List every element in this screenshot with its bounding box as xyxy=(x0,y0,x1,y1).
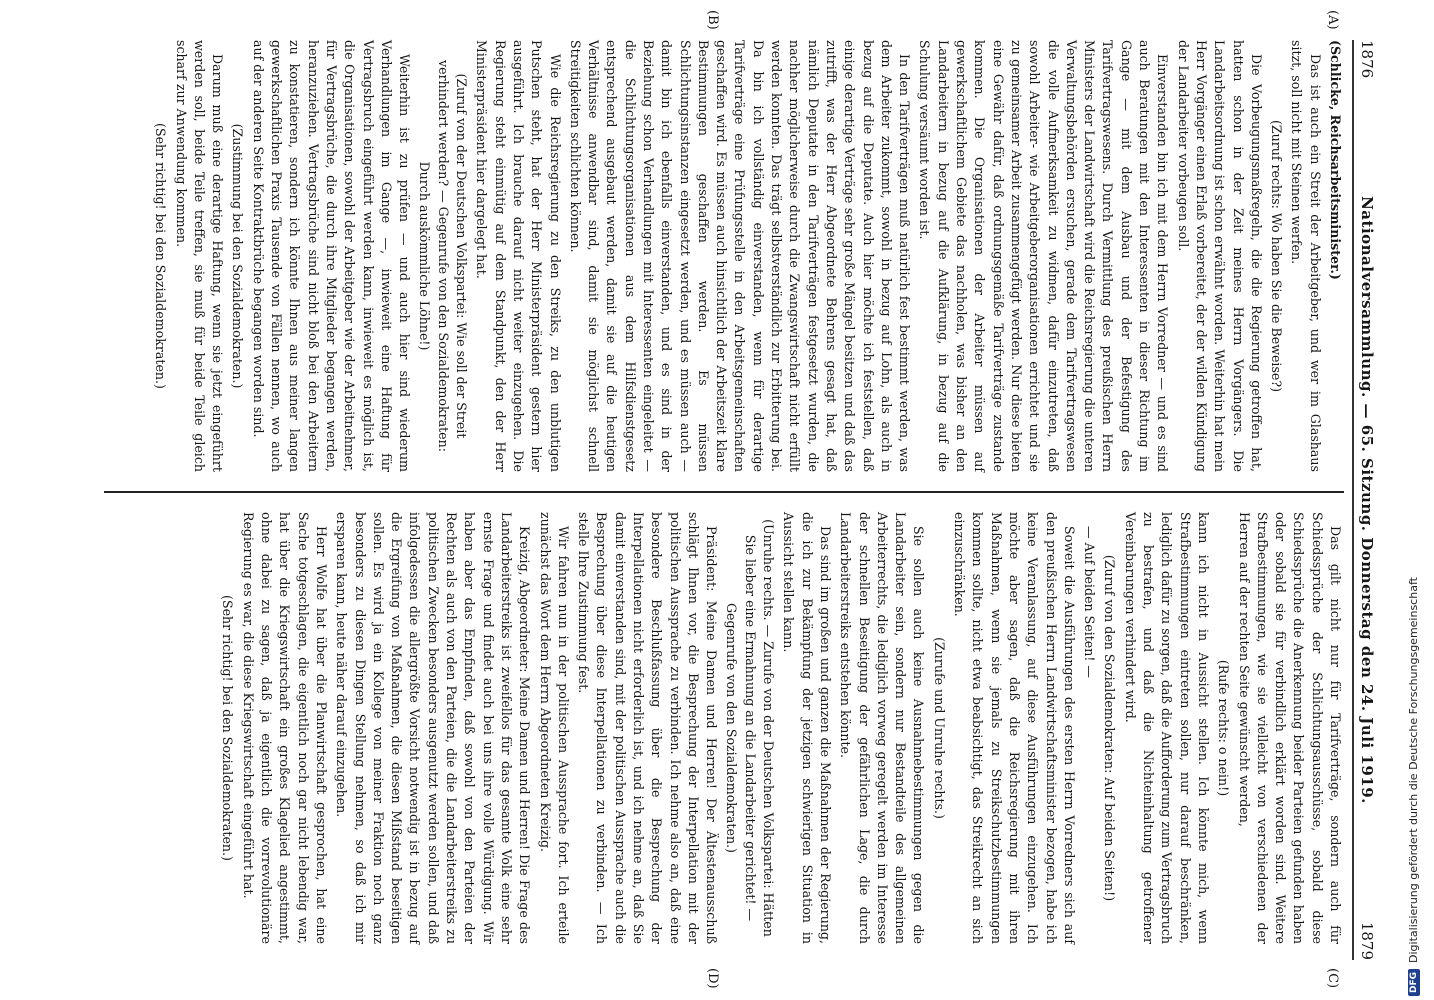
right-column xyxy=(216,512,1344,944)
interjection: (Zurufe und Unruhe rechts.) xyxy=(931,637,947,819)
paragraph: kann ich nicht in Aussicht stellen. Ich könnte mich, wenn Strafbestimmungen eintreten sollen, nur darauf beschränken, lediglich dafür zu sorgen, daß die Aufforderung zum Vertragsbruch zu bestrafen, und daß die Nichteinhaltung getroffener Vereinbarungen verhindert wird. xyxy=(1122,512,1211,944)
column-divider xyxy=(104,491,1344,493)
interjection: (Zuruf von der Deutschen Volkspartei: Wie soll der Streit verhindert werden? — Gegenrufe von den Sozialdemokraten: Durch auskömmliche Löhne!) xyxy=(417,60,470,452)
margin-marker-c: (C) xyxy=(1325,968,1340,989)
paragraph: Das sind im großen und ganzen die Maßnahmen der Regierung, die ich zur Bekämpfung der jetzigen schwierigen Situation in Aussicht stellen kann. xyxy=(781,512,833,944)
paragraph: Die Vorbeugungsmaßregeln, die die Regierung getroffen hat, hatten schon in der Zeit meines Herrn Vorgängers. Die Landarbeitsordnung ist schon erwähnt worden. Weiterhin hat mein Herr Vorgänger einen Erlaß vorbereitet, der der wilden Kündigung der Landarbeiter vorbeugen soll. xyxy=(1175,40,1264,472)
interjection: (Rufe rechts: o nein!) xyxy=(1216,659,1232,797)
page-number-left: 1876 xyxy=(1358,40,1376,79)
paragraph: Sie sollen auch keine Ausnahmebestimmungen gegen die Landarbeiter sein, sondern nur Bestandteile des allgemeinen Arbeiterrechts, die lediglich vorweg geregelt werden im Interesse der schnellen Beseitigung der gefährlichen Lage, die durch Landarbeiterstreiks entstehen könnte. xyxy=(838,512,927,944)
paragraph: Wir fahren nun in der politischen Aussprache fort. Ich erteile zunächst das Wort dem Herrn Abgeordneten Kreizig. xyxy=(537,512,571,944)
paragraph: Weiterhin ist zu prüfen — und auch hier sind wiederum Verhandlungen im Gange —, inwieweit eine Haftung für Vertragsbruch eingeführt werden kann, inwieweit es möglich ist, die Organisationen, sowohl der Arbeitgeber wie der Arbeitnehmer, für Vertragsbrüche, die durch ihre Mitglieder begangen werden, heranzuziehen. Vertragsbrüche sind nicht bloß bei den Arbeitern zu konstatieren, sondern ich könnte Ihnen aus meiner langen gewerkschaftlichen Praxis Tausende von Fällen nennen, wo auch auf der anderen Seite Kontraktbrüche begangen worden sind. xyxy=(250,40,413,472)
running-header xyxy=(1354,40,1380,960)
header-rule xyxy=(1352,40,1354,960)
speaker-statement: Kreizig, Abgeordneter: Meine Damen und Herren! Die Frage des Landarbeiterstreiks ist zweifellos für das gesamte Volk eine sehr ernste Frage und findet auch bei uns ihre volle Würdigung. Wir haben aber das Empfinden, daß sowohl von den Parteien der Rechten als auch von den Parteien, die die Landarbeiterstreiks zu politischen Zwecken besonders ausgenutzt werden sollen, und daß infolgedessen die allergrößte Vorsicht notwendig ist in bezug auf die Ergreifung von Maßnahmen, die diesen Mißstand beseitigen sollen. Es wird ja ein Kollege von meiner Fraktion noch ganz besonders zu diesen Dingen Stellung nehmen, so daß ich mir ersparen kann, heute näher darauf einzugehen. xyxy=(334,512,533,944)
speaker-line: (Schlicke, Reichsarbeitsminister.) xyxy=(1328,40,1343,280)
interjection: (Sehr richtig! bei den Sozialdemokraten.) xyxy=(220,595,236,861)
interjection: (Sehr richtig! bei den Sozialdemokraten.) xyxy=(153,123,169,389)
paragraph: Darum muß eine derartige Haftung, wenn sie jetzt eingeführt werden soll, beide Teile treffen, sie muß für beide Teile gleich scharf zur Anwendung kommen. xyxy=(173,40,226,472)
president-statement: Präsident: Meine Damen und Herren! Der Ältestenausschuß schlägt Ihnen vor, die Besprechung der Interpellation mit der politischen Aussprache zu verbinden. Ich nehme also an, daß eine besondere Beschlußfassung über die Besprechung der Interpellationen nicht erforderlich ist, und ich nehme an, daß Sie damit einverstanden sind, mit der politischen Aussprache auch die Besprechung über diese Interpellationen zu verbinden. — Ich stelle Ihre Zustimmung fest. xyxy=(576,512,720,944)
interjection: (Zuruf von den Sozialdemokraten: Auf beiden Seiten!) xyxy=(1102,554,1118,902)
margin-marker-a: (A) xyxy=(1325,10,1340,30)
paragraph: In den Tarifverträgen muß natürlich fest bestimmt werden, was dem Arbeiter zukommt, sowohl in bezug auf Lohn, als auch in bezug auf die Deputate. Auch hier möchte ich feststellen, daß einige derartige Verträge sehr große Mängel besitzen und daß das zutrifft, was der Herr Abgeordnete Behrens gesagt hat, daß nämlich Deputate in den Tarifverträgen festgesetzt wurden, die nachher möglicherweise durch die Zwangswirtschaft nicht erfüllt werden konnten. Das trägt selbstverständlich zur Erbitterung bei. Da bin ich vollständig einverstanden, wenn für derartige Tarifverträge eine Prüfungsstelle in den Arbeitsgemeinschaften geschaffen wird. Es müssen auch hinsichtlich der Arbeitszeit klare Bestimmungen geschaffen werden. Es müssen Schlichtungsinstanzen eingesetzt werden, und es müssen auch — damit bin ich ebenfalls einverstanden, und es sind in der Beziehung schon Verhandlungen mit Interessenten eingeleitet — die Schlichtungsorganisationen aus dem Hilfsdienstgesetz entsprechend ausgebaut werden, damit sie auf die heutigen Verhältnisse anwendbar sind, damit sie möglichst schnell Streitigkeiten schlichten können. xyxy=(567,40,913,472)
page-number-right: 1879 xyxy=(1358,921,1376,960)
interjection: (Unruhe rechts. — Zurufe von der Deutschen Volkspartei: Hätten Sie lieber eine Ermahnung an die Landarbeiter gerichtet! — Gegenrufe von den Sozialdemokraten.) xyxy=(724,519,777,937)
margin-marker-b: (B) xyxy=(705,10,720,30)
paragraph: Das gilt nicht nur für Tarifverträge, sondern auch für Schiedssprüche der Schlichtungsausschüsse, sobald diese Schiedssprüche die Anerkennung beider Parteien gefunden haben oder sobald sie für verbindlich erklärt worden sind. Weitere Strafbestimmungen, wie sie vielleicht von verschiedenen der Herren auf der rechten Seite gewünscht werden, xyxy=(1236,512,1343,944)
session-title: Nationalversammlung. — 65. Sitzung. Donnerstag den 24. Juli 1919. xyxy=(1358,196,1376,804)
margin-marker-d: (D) xyxy=(705,968,720,989)
credit-text: Digitalisierung gefördert durch die Deutsche Forschungsgemeinschaft xyxy=(1407,577,1420,963)
paragraph: — Auf beiden Seiten! — xyxy=(1082,526,1098,679)
interjection: (Zuruf rechts: Wo haben Sie die Beweise?) xyxy=(1269,119,1285,393)
paragraph: Einverstanden bin ich mit dem Herrn Vorredner — und es sind auch Beratungen mit den Interessenten in dieser Richtung im Gange — mit dem Ausbau und der Befestigung des Tarifvertragswesens. Durch Vermittlung des preußischen Herrn Ministers der Landwirtschaft wird die Reichsregierung die unteren Verwaltungsbehörden ersuchen, gerade dem Tarifvertragswesen die volle Aufmerksamkeit zu widmen, dafür einzutreten, daß sowohl Arbeiter- wie Arbeitgeberorganisationen errichtet und sie zu gemeinsamer Arbeit zusammengefügt werden. Nur diese bieten eine Gewähr dafür, daß ordnungsgemäße Tarifverträge zustande kommen. Die Organisationen der Arbeiter müssen auf gewerkschaftlichem Gebiete das nachholen, was bisher an den Landarbeitern in bezug auf die Aufklärung, in bezug auf die Schulung versäumt worden ist. xyxy=(917,40,1171,472)
paragraph: Das ist auch ein Streit der Arbeitgeber, und wer im Glashaus sitzt, soll nicht mit Steinen werfen. xyxy=(1289,40,1323,472)
left-column xyxy=(149,40,1344,472)
interjection: (Zustimmung bei den Sozialdemokraten.) xyxy=(230,123,246,389)
dfg-logo-icon: DFG xyxy=(1408,969,1420,996)
rotated-page-content xyxy=(80,10,1380,989)
paragraph: Wie die Reichsregierung zu den Streiks, zu den unblutigen Putschen steht, hat der Herr Ministerpräsident gestern hier ausgeführt. Ich brauche darauf nicht weiter einzugehen. Die Regierung steht einmütig auf dem Standpunkt, den der Herr Ministerpräsident hier dargelegt hat. xyxy=(474,40,563,472)
digitization-credit xyxy=(1407,0,1429,1000)
paragraph: Herr Wolfe hat über die Planwirtschaft gesprochen, hat eine Sache totgeschlagen, die eigentlich noch gar nicht lebendig war, hat über die Kriegswirtschaft ein großes Klagelied angestimmt, ohne dabei zu sagen, daß ja eigentlich die vorrevolutionäre Regierung es war, die diese Kriegswirtschaft eingeführt hat. xyxy=(240,512,329,944)
paragraph: Soweit die Ausführungen des ersten Herrn Vorredners sich auf den preußischen Herrn Landwirtschaftsminister bezogen, habe ich keine Veranlassung, auf diese Ausführungen einzugehen. Ich möchte aber sagen, daß die Reichsregierung mit ihren Maßnahmen, wenn sie jemals zu Streikschutzbestimmungen kommen sollte, nicht etwa beabsichtigt, das Streikrecht an sich einzuschränken. xyxy=(952,512,1077,944)
